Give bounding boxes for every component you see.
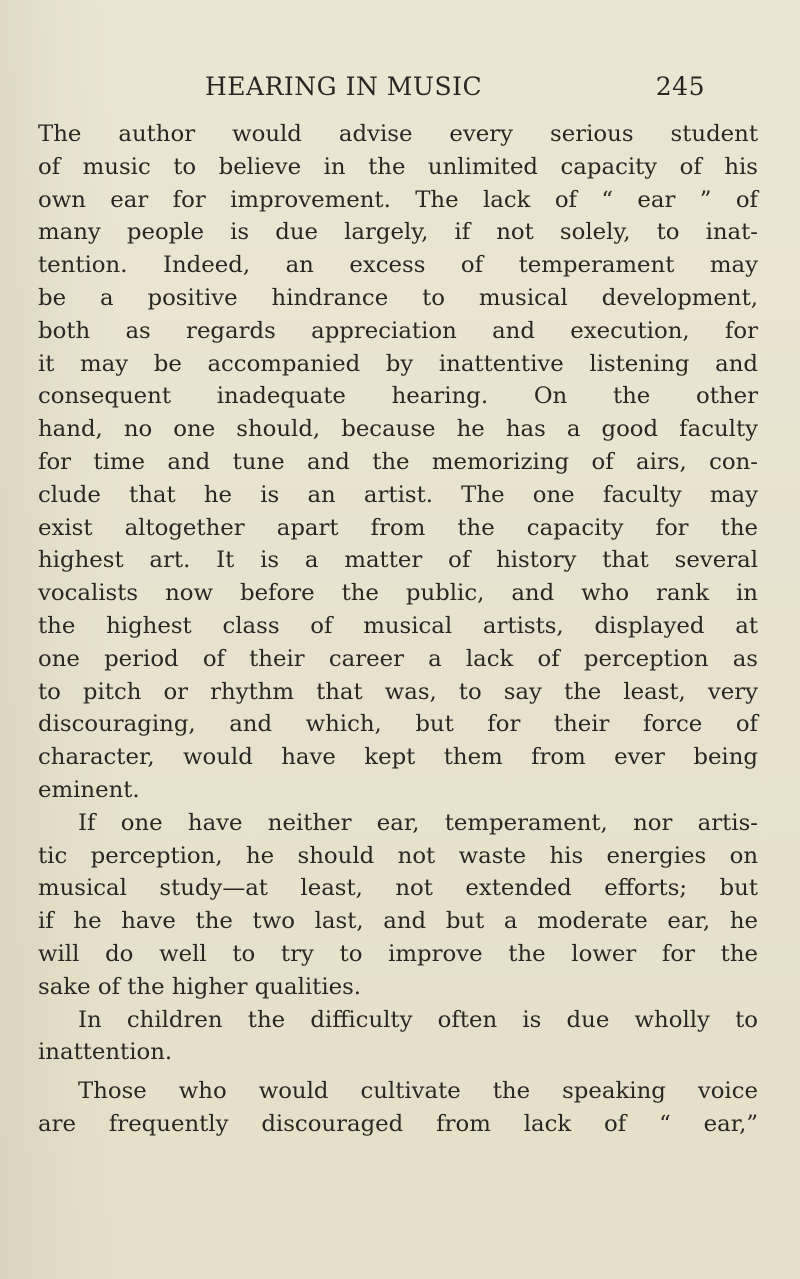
text-line: clude that he is an artist. The one faculty may [38, 481, 758, 508]
text-line: musical study—at least, not extended efforts; but [38, 875, 758, 902]
text-line: discouraging, and which, but for their force of [38, 711, 758, 738]
text-line: if he have the two last, and but a moderate ear, he [38, 908, 758, 935]
text-line: both as regards appreciation and execution, for [38, 317, 758, 344]
text-line: Those who would cultivate the speaking voice [78, 1078, 758, 1105]
text-line: it may be accompanied by inattentive listening and [38, 350, 758, 377]
text-line: for time and tune and the memorizing of airs, con- [38, 448, 758, 475]
text-line: the highest class of musical artists, displayed at [38, 612, 758, 639]
text-line: consequent inadequate hearing. On the other [38, 383, 758, 410]
text-line: one period of their career a lack of perception as [38, 645, 758, 672]
text-line: will do well to try to improve the lower for the [38, 940, 758, 967]
text-line: exist altogether apart from the capacity for the [38, 514, 758, 541]
running-title: HEARING IN MUSIC [205, 72, 483, 101]
body-text [38, 118, 758, 1141]
text-line: The author would advise every serious student [38, 121, 758, 147]
text-line: vocalists now before the public, and who rank in [38, 580, 758, 607]
text-line: inattention. [38, 1039, 173, 1066]
text-line: sake of the higher qualities. [38, 973, 362, 1000]
text-line: of music to believe in the unlimited capacity of his [38, 153, 758, 180]
text-line: be a positive hindrance to musical development, [38, 284, 758, 311]
text-line: highest art. It is a matter of history that several [38, 547, 758, 574]
text-line: own ear for improvement. The lack of “ ear ” of [38, 186, 758, 213]
text-line: hand, no one should, because he has a good faculty [38, 416, 758, 443]
running-header [205, 72, 705, 112]
text-line: character, would have kept them from ever being [38, 744, 758, 771]
page-number: 245 [655, 72, 705, 101]
text-line: If one have neither ear, temperament, nor artis- [78, 809, 758, 836]
text-line: tic perception, he should not waste his energies on [38, 842, 758, 869]
text-line: tention. Indeed, an excess of temperament may [38, 252, 758, 279]
text-line: many people is due largely, if not solely, to inat- [38, 219, 758, 246]
text-line: to pitch or rhythm that was, to say the least, very [38, 678, 758, 705]
text-line: In children the difficulty often is due wholly to [78, 1006, 758, 1033]
text-line: are frequently discouraged from lack of “ ear,” [38, 1110, 758, 1137]
text-line: eminent. [38, 776, 140, 803]
